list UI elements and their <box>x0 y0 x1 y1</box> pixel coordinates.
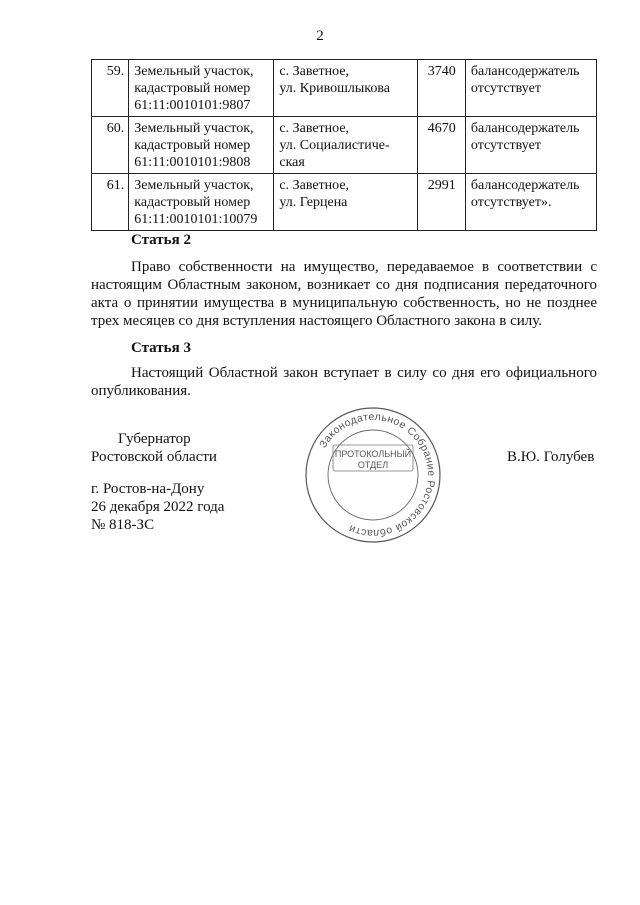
signatory-position-line1: Губернатор <box>118 431 191 447</box>
law-number: № 818-ЗС <box>91 517 155 533</box>
article-2-text <box>91 258 597 330</box>
paragraph-line: настоящим Областным законом, возникает со дня подписания передаточного <box>91 277 597 293</box>
object-cell <box>129 60 274 117</box>
address-line: с. Заветное, <box>279 121 350 136</box>
table-row <box>92 117 597 174</box>
address-line: ул. Кривошлыкова <box>279 81 390 96</box>
signatory-position-line2: Ростовской области <box>91 449 217 465</box>
cadastral-number: 61:11:0010101:9808 <box>134 155 251 170</box>
article-3-title: Статья 3 <box>131 340 191 356</box>
note-cell <box>465 174 596 231</box>
article-2-title: Статья 2 <box>131 232 191 248</box>
paragraph-line: Право собственности на имущество, передаваемое в соответствии с <box>131 259 597 275</box>
area-cell: 2991 <box>417 174 465 231</box>
address-line: с. Заветное, <box>279 64 350 79</box>
article-3-text <box>91 364 597 400</box>
paragraph-line: трех месяцев со дня вступления настоящего Областного закона в силу. <box>91 313 542 329</box>
address-line: ская <box>279 155 305 170</box>
address-line: с. Заветное, <box>279 178 350 193</box>
area-cell: 3740 <box>417 60 465 117</box>
object-line: кадастровый номер <box>134 81 251 96</box>
object-cell <box>129 174 274 231</box>
note-line: балансодержатель <box>470 64 580 79</box>
table-row <box>92 174 597 231</box>
address-line: ул. Социалистиче- <box>279 138 390 153</box>
table-row <box>92 60 597 117</box>
note-line: отсутствует <box>470 138 541 153</box>
signatory-name: В.Ю. Голубев <box>507 449 595 465</box>
object-line: Земельный участок, <box>134 64 254 79</box>
object-line: Земельный участок, <box>134 121 254 136</box>
note-cell <box>465 117 596 174</box>
note-line: балансодержатель <box>470 178 580 193</box>
signing-place: г. Ростов-на-Дону <box>91 481 205 497</box>
cadastral-number: 61:11:0010101:9807 <box>134 98 251 113</box>
stamp-outer-text: Законодательное Собрание Ростовской области <box>317 410 438 540</box>
paragraph-line: Настоящий Областной закон вступает в силу со дня его официального <box>131 365 597 381</box>
note-line: балансодержатель <box>470 121 580 136</box>
address-cell <box>274 60 417 117</box>
stamp-inner-line2: ОТДЕЛ <box>357 460 389 470</box>
object-cell <box>129 117 274 174</box>
cadastral-number: 61:11:0010101:10079 <box>134 212 258 227</box>
row-number: 60. <box>92 117 129 174</box>
row-number: 61. <box>92 174 129 231</box>
page-number: 2 <box>316 28 324 44</box>
paragraph-line: акта о принятии имущества в муниципальную собственность, но не позднее <box>91 295 597 311</box>
row-number: 59. <box>92 60 129 117</box>
paragraph-line: опубликования. <box>91 383 191 399</box>
address-line: ул. Герцена <box>279 195 348 210</box>
address-cell <box>274 117 417 174</box>
object-line: кадастровый номер <box>134 138 251 153</box>
stamp-inner-line1: ПРОТОКОЛЬНЫЙ <box>334 449 412 459</box>
object-line: кадастровый номер <box>134 195 251 210</box>
official-stamp <box>303 405 443 545</box>
property-table <box>91 59 597 231</box>
area-cell: 4670 <box>417 117 465 174</box>
note-line: отсутствует <box>470 81 541 96</box>
note-line: отсутствует». <box>470 195 552 210</box>
address-cell <box>274 174 417 231</box>
signing-date: 26 декабря 2022 года <box>91 499 225 515</box>
note-cell <box>465 60 596 117</box>
object-line: Земельный участок, <box>134 178 254 193</box>
